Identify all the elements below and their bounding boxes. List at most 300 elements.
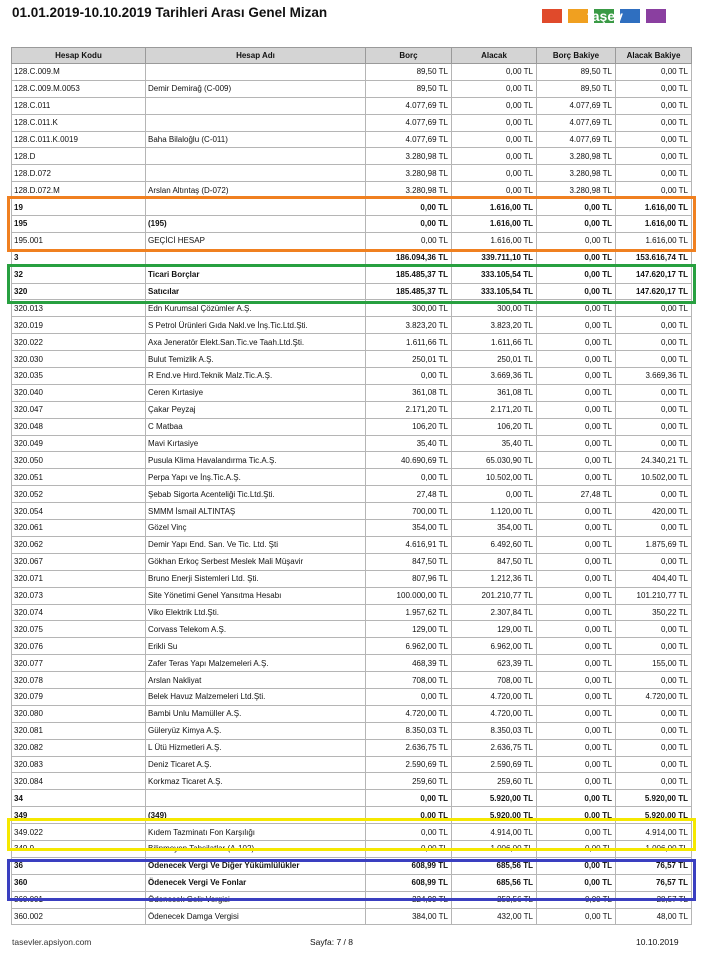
cell-credit-balance: 0,00 TL <box>616 317 692 334</box>
cell-debit-balance: 0,00 TL <box>537 688 616 705</box>
cell-credit: 4.720,00 TL <box>452 688 537 705</box>
cell-debit: 100.000,00 TL <box>366 587 452 604</box>
cell-credit: 847,50 TL <box>452 553 537 570</box>
cell-account-name <box>146 114 366 131</box>
cell-account-name: SMMM İsmail ALTINTAŞ <box>146 503 366 520</box>
table-row <box>12 334 692 351</box>
cell-debit-balance: 0,00 TL <box>537 807 616 824</box>
table-row <box>12 469 692 486</box>
table-row <box>12 553 692 570</box>
cell-credit: 6.962,00 TL <box>452 638 537 655</box>
cell-debit: 259,60 TL <box>366 773 452 790</box>
table-row <box>12 739 692 756</box>
cell-account-name: S Petrol Ürünleri Gıda Nakl.ve İnş.Tic.Ltd.Şti. <box>146 317 366 334</box>
cell-credit-balance: 0,00 TL <box>616 131 692 148</box>
cell-debit-balance: 0,00 TL <box>537 435 616 452</box>
table-row <box>12 807 692 824</box>
cell-credit-balance: 420,00 TL <box>616 503 692 520</box>
table-row <box>12 638 692 655</box>
cell-credit-balance: 0,00 TL <box>616 80 692 97</box>
cell-account-name <box>146 64 366 81</box>
cell-credit: 129,00 TL <box>452 621 537 638</box>
cell-credit: 35,40 TL <box>452 435 537 452</box>
cell-debit: 8.350,03 TL <box>366 722 452 739</box>
table-row <box>12 520 692 537</box>
cell-debit: 2.636,75 TL <box>366 739 452 756</box>
table-header <box>12 48 692 64</box>
cell-debit-balance: 0,00 TL <box>537 300 616 317</box>
cell-debit-balance: 0,00 TL <box>537 536 616 553</box>
cell-credit: 0,00 TL <box>452 131 537 148</box>
cell-debit: 0,00 TL <box>366 368 452 385</box>
cell-debit-balance: 0,00 TL <box>537 908 616 925</box>
cell-account-code: 320.030 <box>12 351 146 368</box>
cell-debit: 1.611,66 TL <box>366 334 452 351</box>
table-row <box>12 165 692 182</box>
cell-credit-balance: 0,00 TL <box>616 435 692 452</box>
cell-credit: 1.611,66 TL <box>452 334 537 351</box>
cell-credit: 0,00 TL <box>452 80 537 97</box>
cell-account-name: GEÇİCİ HESAP <box>146 232 366 249</box>
cell-debit-balance: 0,00 TL <box>537 232 616 249</box>
cell-account-name <box>146 148 366 165</box>
cell-debit-balance: 0,00 TL <box>537 401 616 418</box>
cell-debit: 608,99 TL <box>366 857 452 874</box>
cell-credit-balance: 1.616,00 TL <box>616 199 692 216</box>
cell-credit: 10.502,00 TL <box>452 469 537 486</box>
cell-debit: 2.590,69 TL <box>366 756 452 773</box>
table-row <box>12 368 692 385</box>
cell-debit-balance: 0,00 TL <box>537 452 616 469</box>
cell-account-code: 320.084 <box>12 773 146 790</box>
cell-debit-balance: 0,00 TL <box>537 891 616 908</box>
table-row <box>12 232 692 249</box>
cell-account-name: Arslan Altıntaş (D-072) <box>146 182 366 199</box>
cell-debit-balance: 0,00 TL <box>537 672 616 689</box>
cell-credit-balance: 0,00 TL <box>616 148 692 165</box>
cell-debit: 0,00 TL <box>366 807 452 824</box>
table-row <box>12 182 692 199</box>
cell-account-code: 320.079 <box>12 688 146 705</box>
cell-credit-balance: 0,00 TL <box>616 165 692 182</box>
cell-debit-balance: 0,00 TL <box>537 266 616 283</box>
cell-account-code: 320.062 <box>12 536 146 553</box>
cell-credit: 0,00 TL <box>452 97 537 114</box>
col-header-debit-balance: Borç Bakiye <box>537 48 616 64</box>
cell-debit: 4.720,00 TL <box>366 705 452 722</box>
cell-account-code: 128.D.072.M <box>12 182 146 199</box>
cell-debit-balance: 0,00 TL <box>537 570 616 587</box>
table-row <box>12 840 692 857</box>
cell-credit: 5.920,00 TL <box>452 807 537 824</box>
cell-account-code: 320.019 <box>12 317 146 334</box>
cell-credit: 0,00 TL <box>452 148 537 165</box>
cell-account-name: Bulut Temizlik A.Ş. <box>146 351 366 368</box>
cell-credit: 708,00 TL <box>452 672 537 689</box>
cell-credit-balance: 1.616,00 TL <box>616 216 692 233</box>
table-row <box>12 114 692 131</box>
cell-account-code: 19 <box>12 199 146 216</box>
cell-credit-balance: 0,00 TL <box>616 638 692 655</box>
cell-debit-balance: 4.077,69 TL <box>537 114 616 131</box>
table-row <box>12 131 692 148</box>
cell-debit-balance: 0,00 TL <box>537 756 616 773</box>
cell-credit-balance: 0,00 TL <box>616 334 692 351</box>
col-header-account-code: Hesap Kodu <box>12 48 146 64</box>
cell-account-code: 128.C.009.M <box>12 64 146 81</box>
cell-credit: 0,00 TL <box>452 486 537 503</box>
cell-account-name: Çakar Peyzaj <box>146 401 366 418</box>
cell-account-code: 320.080 <box>12 705 146 722</box>
cell-account-code: 320.075 <box>12 621 146 638</box>
cell-debit: 185.485,37 TL <box>366 283 452 300</box>
table-row <box>12 688 692 705</box>
cell-debit-balance: 4.077,69 TL <box>537 131 616 148</box>
cell-account-code: 320.074 <box>12 604 146 621</box>
cell-credit-balance: 155,00 TL <box>616 655 692 672</box>
cell-credit-balance: 28,57 TL <box>616 891 692 908</box>
col-header-credit-balance: Alacak Bakiye <box>616 48 692 64</box>
cell-debit-balance: 0,00 TL <box>537 469 616 486</box>
table-row <box>12 891 692 908</box>
cell-account-name: (349) <box>146 807 366 824</box>
cell-credit: 333.105,54 TL <box>452 283 537 300</box>
cell-account-code: 128.C.009.M.0053 <box>12 80 146 97</box>
cell-credit-balance: 0,00 TL <box>616 773 692 790</box>
cell-account-code: 32 <box>12 266 146 283</box>
cell-account-name: Ödenecek Gelir Vergisi <box>146 891 366 908</box>
cell-debit: 4.077,69 TL <box>366 97 452 114</box>
cell-debit-balance: 3.280,98 TL <box>537 148 616 165</box>
cell-account-name: C Matbaa <box>146 418 366 435</box>
cell-credit-balance: 0,00 TL <box>616 486 692 503</box>
cell-account-code: 320.013 <box>12 300 146 317</box>
cell-debit-balance: 0,00 TL <box>537 840 616 857</box>
cell-debit: 224,99 TL <box>366 891 452 908</box>
cell-account-code: 349 <box>12 807 146 824</box>
report-title: 01.01.2019-10.10.2019 Tarihleri Arası Genel Mizan <box>12 5 328 20</box>
cell-credit-balance: 0,00 TL <box>616 621 692 638</box>
cell-account-name: Demir Yapı End. San. Ve Tic. Ltd. Şti <box>146 536 366 553</box>
cell-account-name: Gözel Vinç <box>146 520 366 537</box>
cell-account-name: Bambi Unlu Mamüller A.Ş. <box>146 705 366 722</box>
table-row <box>12 655 692 672</box>
cell-account-name <box>146 249 366 266</box>
cell-debit: 0,00 TL <box>366 469 452 486</box>
cell-credit-balance: 0,00 TL <box>616 418 692 435</box>
cell-credit: 354,00 TL <box>452 520 537 537</box>
table-row <box>12 249 692 266</box>
cell-account-name <box>146 790 366 807</box>
cell-debit: 6.962,00 TL <box>366 638 452 655</box>
cell-credit-balance: 5.920,00 TL <box>616 790 692 807</box>
cell-credit-balance: 0,00 TL <box>616 520 692 537</box>
table-row <box>12 773 692 790</box>
table-row <box>12 486 692 503</box>
col-header-credit: Alacak <box>452 48 537 64</box>
cell-debit-balance: 0,00 TL <box>537 334 616 351</box>
cell-account-code: 320.071 <box>12 570 146 587</box>
table-row <box>12 503 692 520</box>
cell-debit: 3.280,98 TL <box>366 165 452 182</box>
cell-account-code: 36 <box>12 857 146 874</box>
cell-debit: 300,00 TL <box>366 300 452 317</box>
cell-debit: 185.485,37 TL <box>366 266 452 283</box>
cell-account-name: Ceren Kırtasiye <box>146 384 366 401</box>
cell-debit: 2.171,20 TL <box>366 401 452 418</box>
cell-account-code: 320.067 <box>12 553 146 570</box>
col-header-debit: Borç <box>366 48 452 64</box>
cell-account-name: Satıcılar <box>146 283 366 300</box>
table-row <box>12 351 692 368</box>
cell-account-name: Edn Kurumsal Çözümler A.Ş. <box>146 300 366 317</box>
cell-account-code: 195.001 <box>12 232 146 249</box>
cell-debit: 0,00 TL <box>366 824 452 841</box>
cell-credit-balance: 1.006,00 TL <box>616 840 692 857</box>
cell-account-code: 349.022 <box>12 824 146 841</box>
cell-account-code: 320.049 <box>12 435 146 452</box>
cell-account-code: 320.048 <box>12 418 146 435</box>
cell-credit: 623,39 TL <box>452 655 537 672</box>
cell-account-name: Güleryüz Kimya A.Ş. <box>146 722 366 739</box>
table-row <box>12 283 692 300</box>
cell-account-code: 128.D <box>12 148 146 165</box>
cell-credit: 8.350,03 TL <box>452 722 537 739</box>
cell-account-name: Arslan Nakliyat <box>146 672 366 689</box>
cell-debit-balance: 0,00 TL <box>537 368 616 385</box>
cell-account-name: Zafer Teras Yapı Malzemeleri A.Ş. <box>146 655 366 672</box>
cell-debit: 27,48 TL <box>366 486 452 503</box>
cell-credit-balance: 5.920,00 TL <box>616 807 692 824</box>
cell-credit: 1.120,00 TL <box>452 503 537 520</box>
cell-account-name: Perpa Yapı ve İnş.Tic.A.Ş. <box>146 469 366 486</box>
cell-debit-balance: 0,00 TL <box>537 553 616 570</box>
cell-account-name <box>146 199 366 216</box>
footer-page-number: Sayfa: 7 / 8 <box>310 937 353 947</box>
cell-credit-balance: 76,57 TL <box>616 857 692 874</box>
cell-account-name: L Ütü Hizmetleri A.Ş. <box>146 739 366 756</box>
cell-account-code: 320.051 <box>12 469 146 486</box>
cell-debit: 361,08 TL <box>366 384 452 401</box>
cell-account-code: 349.9 <box>12 840 146 857</box>
cell-credit: 1.616,00 TL <box>452 216 537 233</box>
cell-credit-balance: 147.620,17 TL <box>616 266 692 283</box>
cell-account-code: 320.054 <box>12 503 146 520</box>
cell-credit-balance: 0,00 TL <box>616 672 692 689</box>
cell-account-code: 320.047 <box>12 401 146 418</box>
cell-debit-balance: 0,00 TL <box>537 722 616 739</box>
cell-debit: 0,00 TL <box>366 840 452 857</box>
cell-credit: 6.492,60 TL <box>452 536 537 553</box>
cell-debit-balance: 0,00 TL <box>537 418 616 435</box>
cell-credit: 259,60 TL <box>452 773 537 790</box>
cell-debit-balance: 0,00 TL <box>537 655 616 672</box>
cell-debit-balance: 0,00 TL <box>537 216 616 233</box>
cell-credit-balance: 4.914,00 TL <box>616 824 692 841</box>
cell-account-code: 320.077 <box>12 655 146 672</box>
cell-debit: 4.616,91 TL <box>366 536 452 553</box>
table-row <box>12 97 692 114</box>
cell-credit: 2.590,69 TL <box>452 756 537 773</box>
table-row <box>12 621 692 638</box>
table-row <box>12 452 692 469</box>
cell-credit: 3.669,36 TL <box>452 368 537 385</box>
cell-credit-balance: 0,00 TL <box>616 97 692 114</box>
cell-debit-balance: 89,50 TL <box>537 80 616 97</box>
cell-account-code: 320.061 <box>12 520 146 537</box>
cell-debit-balance: 3.280,98 TL <box>537 165 616 182</box>
table-row <box>12 570 692 587</box>
cell-account-code: 320.022 <box>12 334 146 351</box>
cell-debit-balance: 0,00 TL <box>537 199 616 216</box>
cell-debit: 3.280,98 TL <box>366 148 452 165</box>
cell-credit-balance: 0,00 TL <box>616 401 692 418</box>
cell-credit-balance: 4.720,00 TL <box>616 688 692 705</box>
cell-account-name: Gökhan Erkoç Serbest Meslek Mali Müşavir <box>146 553 366 570</box>
cell-debit-balance: 3.280,98 TL <box>537 182 616 199</box>
cell-credit-balance: 0,00 TL <box>616 300 692 317</box>
cell-account-name <box>146 165 366 182</box>
cell-credit-balance: 0,00 TL <box>616 553 692 570</box>
cell-credit-balance: 0,00 TL <box>616 705 692 722</box>
cell-credit-balance: 0,00 TL <box>616 182 692 199</box>
cell-debit-balance: 0,00 TL <box>537 604 616 621</box>
cell-account-name: Belek Havuz Malzemeleri Ltd.Şti. <box>146 688 366 705</box>
cell-account-name: Deniz Ticaret A.Ş. <box>146 756 366 773</box>
cell-debit: 384,00 TL <box>366 908 452 925</box>
table-row <box>12 536 692 553</box>
cell-credit: 201.210,77 TL <box>452 587 537 604</box>
svg-text:taşev: taşev <box>587 8 623 24</box>
cell-debit-balance: 4.077,69 TL <box>537 97 616 114</box>
cell-debit: 3.280,98 TL <box>366 182 452 199</box>
cell-account-code: 195 <box>12 216 146 233</box>
cell-credit: 685,56 TL <box>452 857 537 874</box>
cell-debit: 0,00 TL <box>366 232 452 249</box>
table-row <box>12 756 692 773</box>
cell-account-name: Erikli Su <box>146 638 366 655</box>
cell-account-code: 3 <box>12 249 146 266</box>
table-row <box>12 874 692 891</box>
cell-debit-balance: 0,00 TL <box>537 621 616 638</box>
cell-debit: 0,00 TL <box>366 790 452 807</box>
cell-account-name: R End.ve Hırd.Teknik Malz.Tic.A.Ş. <box>146 368 366 385</box>
cell-account-name: Viko Elektrik Ltd.Şti. <box>146 604 366 621</box>
cell-account-name: Demir Demirağ (C-009) <box>146 80 366 97</box>
cell-debit: 468,39 TL <box>366 655 452 672</box>
cell-credit-balance: 153.616,74 TL <box>616 249 692 266</box>
cell-debit-balance: 0,00 TL <box>537 351 616 368</box>
table-row <box>12 401 692 418</box>
cell-debit: 186.094,36 TL <box>366 249 452 266</box>
footer-date: 10.10.2019 <box>636 937 679 947</box>
cell-account-name: Bruno Enerji Sistemleri Ltd. Şti. <box>146 570 366 587</box>
cell-debit-balance: 0,00 TL <box>537 773 616 790</box>
cell-account-name: Korkmaz Ticaret A.Ş. <box>146 773 366 790</box>
cell-debit: 4.077,69 TL <box>366 131 452 148</box>
cell-credit-balance: 0,00 TL <box>616 351 692 368</box>
cell-account-code: 360.001 <box>12 891 146 908</box>
cell-debit-balance: 27,48 TL <box>537 486 616 503</box>
cell-debit-balance: 0,00 TL <box>537 520 616 537</box>
cell-credit: 0,00 TL <box>452 182 537 199</box>
cell-account-code: 320.035 <box>12 368 146 385</box>
cell-debit: 0,00 TL <box>366 199 452 216</box>
cell-credit: 0,00 TL <box>452 114 537 131</box>
cell-debit: 89,50 TL <box>366 64 452 81</box>
cell-account-name: Ödenecek Damga Vergisi <box>146 908 366 925</box>
cell-account-name: Site Yönetimi Genel Yansıtma Hesabı <box>146 587 366 604</box>
cell-debit-balance: 0,00 TL <box>537 587 616 604</box>
cell-account-name <box>146 97 366 114</box>
cell-credit: 5.920,00 TL <box>452 790 537 807</box>
cell-credit: 106,20 TL <box>452 418 537 435</box>
table-row <box>12 672 692 689</box>
cell-credit: 2.171,20 TL <box>452 401 537 418</box>
cell-credit-balance: 0,00 TL <box>616 114 692 131</box>
cell-credit: 300,00 TL <box>452 300 537 317</box>
cell-credit-balance: 0,00 TL <box>616 384 692 401</box>
cell-account-code: 360 <box>12 874 146 891</box>
cell-debit-balance: 0,00 TL <box>537 739 616 756</box>
cell-account-code: 320.052 <box>12 486 146 503</box>
cell-credit: 1.616,00 TL <box>452 199 537 216</box>
table-row <box>12 587 692 604</box>
cell-account-code: 320.040 <box>12 384 146 401</box>
cell-credit: 65.030,90 TL <box>452 452 537 469</box>
cell-debit: 1.957,62 TL <box>366 604 452 621</box>
cell-debit: 708,00 TL <box>366 672 452 689</box>
cell-account-name: Kıdem Tazminatı Fon Karşılığı <box>146 824 366 841</box>
table-row <box>12 199 692 216</box>
cell-credit: 4.720,00 TL <box>452 705 537 722</box>
cell-debit: 89,50 TL <box>366 80 452 97</box>
cell-account-name: (195) <box>146 216 366 233</box>
table-row <box>12 908 692 925</box>
cell-account-code: 128.C.011 <box>12 97 146 114</box>
cell-account-code: 128.D.072 <box>12 165 146 182</box>
cell-debit-balance: 0,00 TL <box>537 824 616 841</box>
cell-credit: 1.212,36 TL <box>452 570 537 587</box>
table-row <box>12 604 692 621</box>
cell-debit: 608,99 TL <box>366 874 452 891</box>
cell-debit: 40.690,69 TL <box>366 452 452 469</box>
cell-account-code: 320.073 <box>12 587 146 604</box>
cell-debit-balance: 0,00 TL <box>537 503 616 520</box>
cell-debit: 129,00 TL <box>366 621 452 638</box>
table-row <box>12 64 692 81</box>
cell-debit: 847,50 TL <box>366 553 452 570</box>
cell-credit: 0,00 TL <box>452 64 537 81</box>
table-row <box>12 790 692 807</box>
cell-debit-balance: 0,00 TL <box>537 874 616 891</box>
cell-account-code: 320.081 <box>12 722 146 739</box>
cell-credit-balance: 404,40 TL <box>616 570 692 587</box>
table-row <box>12 857 692 874</box>
cell-credit: 361,08 TL <box>452 384 537 401</box>
cell-debit: 35,40 TL <box>366 435 452 452</box>
cell-debit: 354,00 TL <box>366 520 452 537</box>
table-row <box>12 216 692 233</box>
cell-credit-balance: 0,00 TL <box>616 756 692 773</box>
cell-debit-balance: 0,00 TL <box>537 249 616 266</box>
col-header-account-name: Hesap Adı <box>146 48 366 64</box>
cell-account-code: 320.076 <box>12 638 146 655</box>
cell-account-code: 320.050 <box>12 452 146 469</box>
cell-credit-balance: 1.616,00 TL <box>616 232 692 249</box>
cell-credit: 3.823,20 TL <box>452 317 537 334</box>
cell-credit-balance: 3.669,36 TL <box>616 368 692 385</box>
